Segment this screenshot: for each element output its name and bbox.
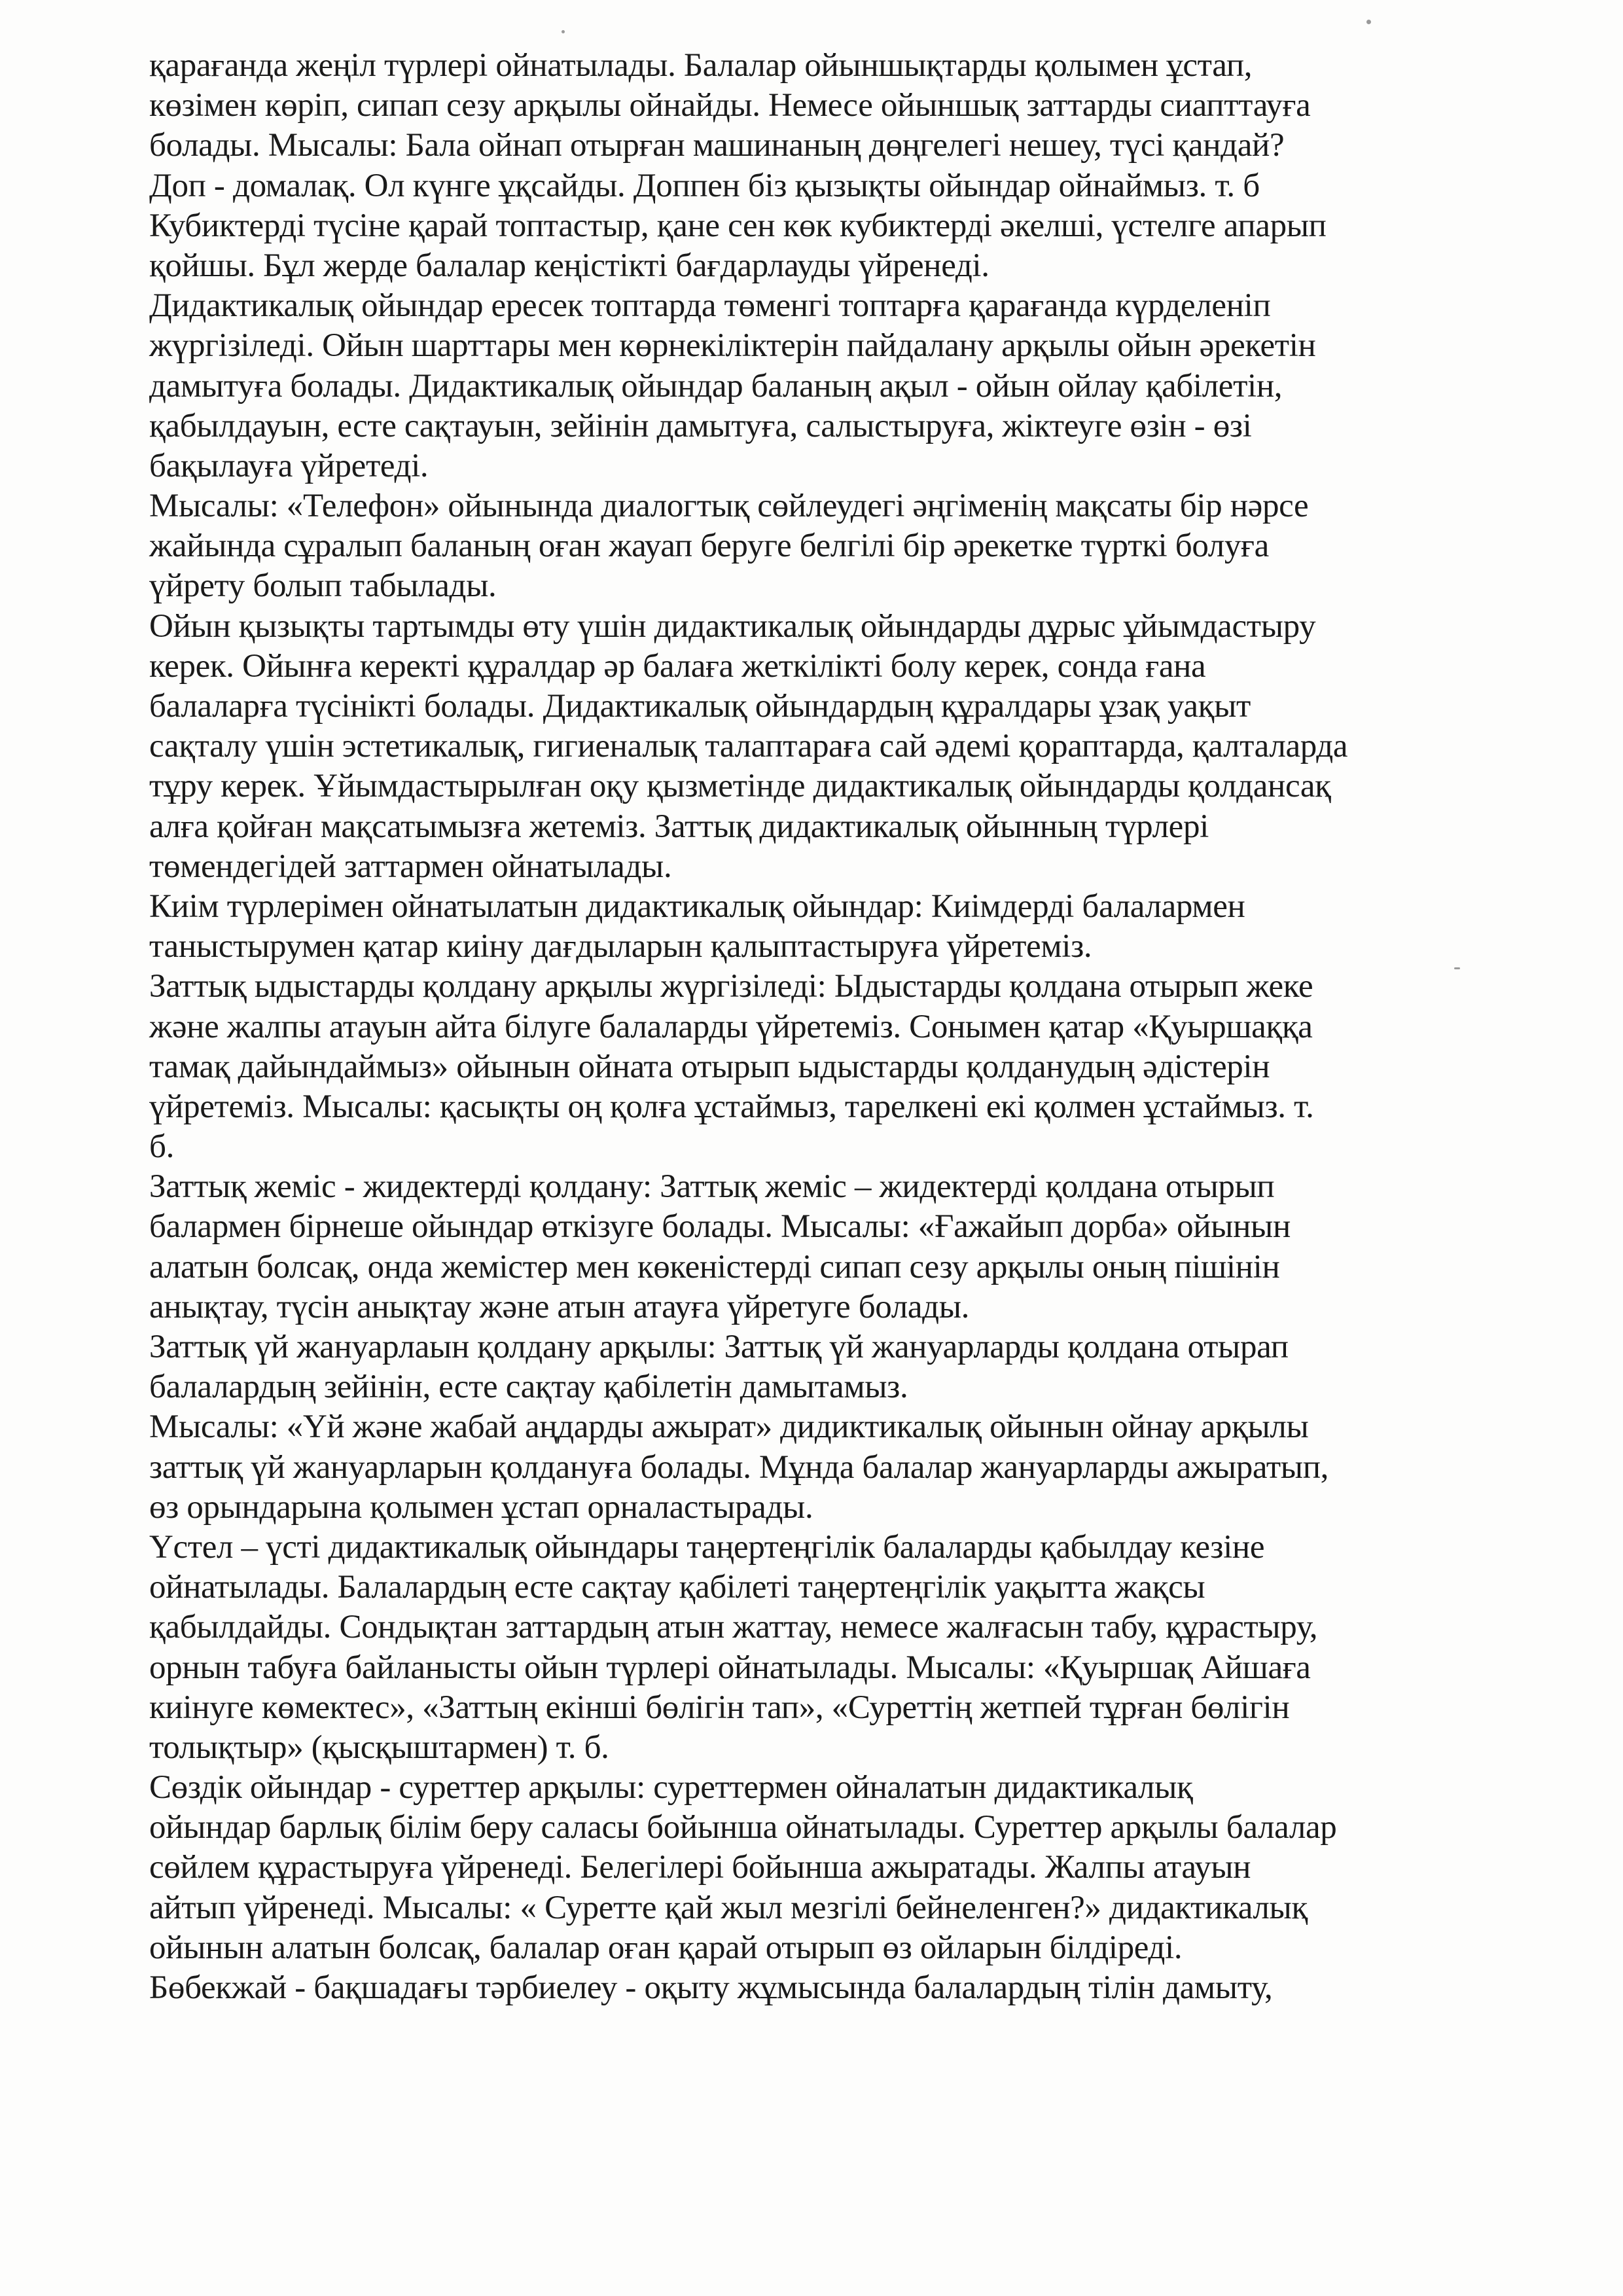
text-line: дамытуға болады. Дидактикалық ойындар баланың ақыл - ойын ойлау қабілетін, (149, 367, 1283, 404)
text-line: қарағанда жеңіл түрлері ойнатылады. Балалар ойыншықтарды қолымен ұстап, (149, 47, 1253, 84)
text-line: толықтыр» (қысқыштармен) т. б. (149, 1729, 609, 1766)
text-line: қабылдауын, есте сақтауын, зейінін дамытуға, салыстыруға, жіктеуге өзін - өзі (149, 407, 1252, 444)
text-line: үйрету болып табылады. (149, 567, 497, 605)
text-line: ойнатылады. Балалардың есте сақтау қабілеті таңертеңгілік уақытта жақсы (149, 1569, 1205, 1606)
text-line: Бөбекжай - бақшадағы тәрбиелеу - оқыту жұмысында балалардың тілін дамыту, (149, 1969, 1273, 2006)
text-line: Ойын қызықты тартымды өту үшін дидактикалық ойындарды дұрыс ұйымдастыру (149, 607, 1316, 645)
text-line: анықтау, түсін анықтау және атын атауға үйретуге болады. (149, 1288, 970, 1325)
text-line: жүргізіледі. Ойын шарттары мен көрнекіліктерін пайдалану арқылы ойын әрекетін (149, 327, 1316, 365)
text-line: төмендегідей заттармен ойнатылады. (149, 848, 672, 885)
text-line: тамақ дайындаймыз» ойынын ойната отырып ыдыстарды қолданудың әдістерін (149, 1048, 1270, 1085)
text-line: Үстел – үсті дидактикалық ойындары таңертеңгілік балаларды қабылдау кезіне (149, 1528, 1265, 1566)
text-line: балармен бірнеше ойындар өткізуге болады. Мысалы: «Ғажайып дорба» ойынын (149, 1208, 1291, 1246)
text-line: Дидактикалық ойындар ересек топтарда төменгі топтарға қарағанда күрделеніп (149, 287, 1271, 325)
text-line: киінуге көмектес», «Заттың екінші бөлігін тап», «Суреттің жетпей тұрған бөлігін (149, 1689, 1290, 1726)
text-line: сақталу үшін эстетикалық, гигиеналық талаптараға сай әдемі қораптарда, қалталарда (149, 728, 1348, 765)
text-line: б. (149, 1128, 174, 1166)
text-line: алға қойған мақсатымызға жетеміз. Заттық дидактикалық ойынның түрлері (149, 808, 1209, 845)
text-line: заттық үй жануарларын қолдануға болады. Мұнда балалар жануарларды ажыратып, (149, 1448, 1329, 1486)
text-line: ойындар барлық білім беру саласы бойынша ойнатылады. Суреттер арқылы балалар (149, 1809, 1337, 1846)
body-text (149, 46, 1537, 2008)
text-line: Кубиктерді түсіне қарай топтастыр, қане сен көк кубиктерді әкелші, үстелге апарып (149, 207, 1327, 244)
text-line: Мысалы: «Үй және жабай аңдарды ажырат» дидиктикалық ойынын ойнау арқылы (149, 1408, 1309, 1446)
text-line: болады. Мысалы: Бала ойнап отырған машинаның дөңгелегі нешеу, түсі қандай? (149, 127, 1285, 164)
text-line: Доп - домалақ. Ол күнге ұқсайды. Доппен біз қызықты ойындар ойнаймыз. т. б (149, 167, 1260, 204)
text-line: таныстырумен қатар киіну дағдыларын қалыптастыруға үйретеміз. (149, 928, 1092, 965)
text-line: орнын табуға байланысты ойын түрлері ойнатылады. Мысалы: «Қуыршақ Айшаға (149, 1649, 1311, 1686)
text-line: қойшы. Бұл жерде балалар кеңістікті бағдарлауды үйренеді. (149, 247, 990, 284)
text-line: сөйлем құрастыруға үйренеді. Белегілері бойынша ажыратады. Жалпы атауын (149, 1849, 1251, 1886)
scan-speck (1366, 20, 1371, 24)
text-line: Заттық жеміс - жидектерді қолдану: Заттық жеміс – жидектерді қолдана отырып (149, 1168, 1275, 1206)
text-line: Заттық ыдыстарды қолдану арқылы жүргізіледі: Ыдыстарды қолдана отырып жеке (149, 968, 1313, 1005)
text-line: бақылауға үйретеді. (149, 447, 429, 484)
text-line: ойынын алатын болсақ, балалар оған қарай отырып өз ойларын білдіреді. (149, 1929, 1183, 1966)
text-line: керек. Ойынға керекті құралдар әр балаға жеткілікті болу керек, сонда ғана (149, 647, 1206, 685)
text-line: үйретеміз. Мысалы: қасықты оң қолға ұстаймыз, тарелкені екі қолмен ұстаймыз. т. (149, 1088, 1314, 1125)
text-line: қабылдайды. Сондықтан заттардың атын жаттау, немесе жалғасын табу, құрастыру, (149, 1609, 1318, 1646)
text-line: жайында сұралып баланың оған жауап беруге белгілі бір әрекетке түрткі болуға (149, 528, 1269, 565)
text-line: және жалпы атауын айта білуге балаларды үйретеміз. Сонымен қатар «Қуыршаққа (149, 1008, 1313, 1045)
text-line: айтып үйренеді. Мысалы: « Суретте қай жыл мезгілі бейнеленген?» дидактикалық (149, 1889, 1308, 1926)
text-line: тұру керек. Ұйымдастырылған оқу қызметінде дидактикалық ойындарды қолдансақ (149, 768, 1331, 805)
text-line: Сөздік ойындар - суреттер арқылы: суреттермен ойналатын дидактикалық (149, 1769, 1193, 1806)
text-line: өз орындарына қолымен ұстап орналастырады. (149, 1488, 813, 1526)
text-line: балалардың зейінін, есте сақтау қабілетін дамытамыз. (149, 1369, 908, 1406)
text-line: алатын болсақ, онда жемістер мен көкеністерді сипап сезу арқылы оның пішінін (149, 1248, 1280, 1285)
text-line: көзімен көріп, сипап сезу арқылы ойнайды. Немесе ойыншық заттарды сиапттауға (149, 87, 1311, 124)
text-line: Заттық үй жануарлаын қолдану арқылы: Заттық үй жануарларды қолдана отырап (149, 1329, 1289, 1365)
text-line: балаларға түсінікті болады. Дидактикалық ойындардың құралдары ұзақ уақыт (149, 688, 1251, 725)
text-line: Киім түрлерімен ойнатылатын дидактикалық ойындар: Киімдерді балалармен (149, 888, 1245, 925)
text-line: Мысалы: «Телефон» ойынында диалогтық сөйлеудегі әңгіменің мақсаты бір нәрсе (149, 488, 1309, 525)
scan-speck (562, 30, 565, 33)
